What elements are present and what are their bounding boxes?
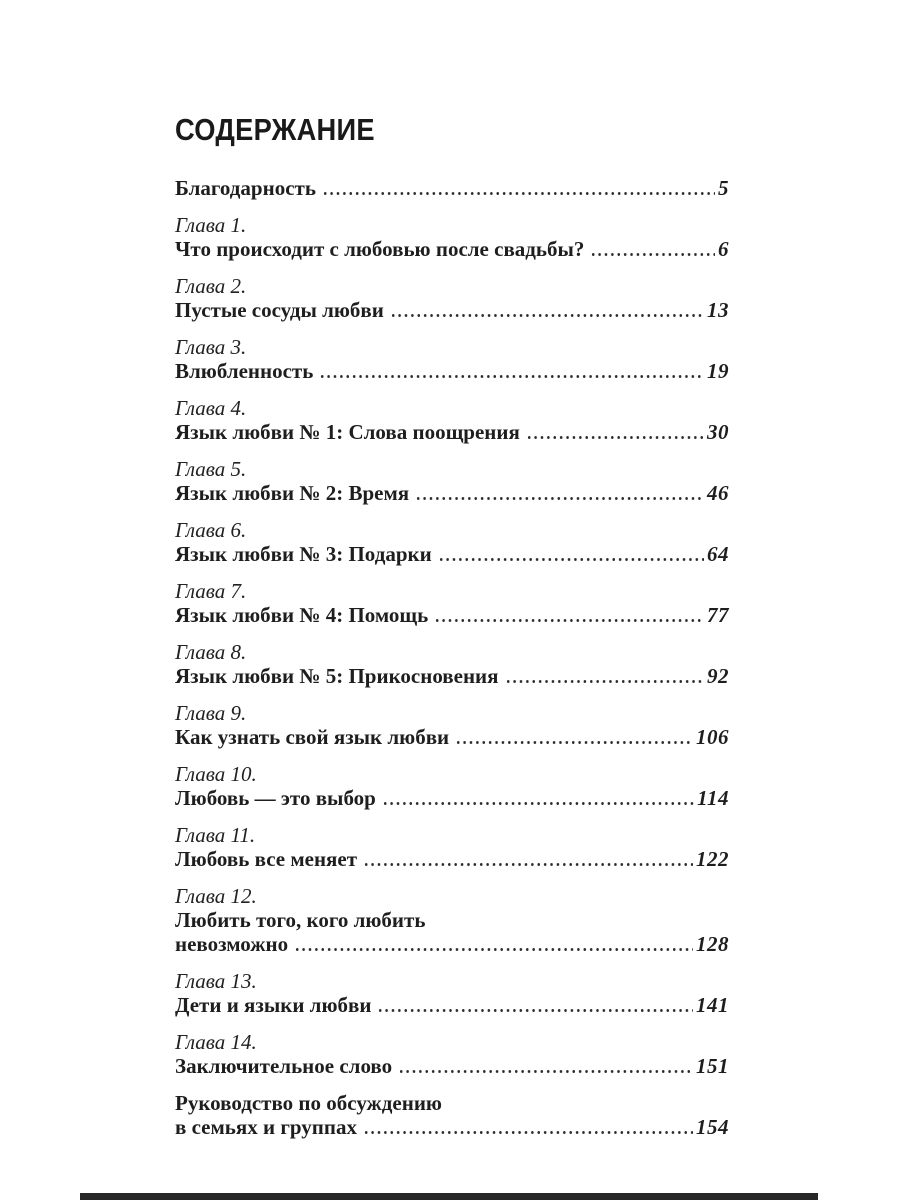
entry-leader-row	[175, 420, 729, 444]
dot-leader	[456, 740, 693, 745]
toc-entry	[175, 823, 729, 871]
dot-leader	[364, 862, 693, 867]
entry-title: Любовь — это выбор	[175, 786, 376, 810]
chapter-label: Глава 2.	[175, 274, 247, 298]
entry-leader-row	[175, 481, 729, 505]
chapter-label: Глава 9.	[175, 701, 247, 725]
dot-leader	[416, 496, 704, 501]
entry-page-number: 77	[707, 603, 729, 627]
toc-entry	[175, 884, 729, 956]
entry-page-number: 46	[707, 481, 729, 505]
entry-title-line: Руководство по обсуждению	[175, 1091, 442, 1115]
dot-leader	[435, 618, 704, 623]
entry-title: Любовь все меняет	[175, 847, 358, 871]
dot-leader	[591, 252, 715, 257]
dot-leader	[378, 1008, 693, 1013]
entry-title: Пустые сосуды любви	[175, 298, 384, 322]
toc-entry	[175, 396, 729, 444]
dot-leader	[383, 801, 694, 806]
entry-leader-row	[175, 298, 729, 322]
chapter-label: Глава 7.	[175, 579, 247, 603]
chapter-label: Глава 12.	[175, 884, 257, 908]
entry-page-number: 122	[696, 847, 729, 871]
entry-leader-row	[175, 786, 729, 810]
entry-title: Заключительное слово	[175, 1054, 393, 1078]
entry-leader-row	[175, 847, 729, 871]
entry-leader-row	[175, 932, 729, 956]
entry-title: Язык любви № 3: Подарки	[175, 542, 432, 566]
entry-page-number: 92	[707, 664, 729, 688]
chapter-label: Глава 14.	[175, 1030, 257, 1054]
toc-entry	[175, 701, 729, 749]
entry-leader-row	[175, 359, 729, 383]
dot-leader	[506, 679, 704, 684]
entry-leader-row	[175, 725, 729, 749]
toc-entry	[175, 335, 729, 383]
entry-page-number: 13	[707, 298, 729, 322]
toc-entry	[175, 457, 729, 505]
dot-leader	[320, 374, 704, 379]
dot-leader	[439, 557, 704, 562]
page-title: СОДЕРЖАНИЕ	[175, 112, 375, 147]
dot-leader	[527, 435, 704, 440]
table-of-contents	[175, 112, 729, 1152]
chapter-label: Глава 8.	[175, 640, 247, 664]
entry-title: Дети и языки любви	[175, 993, 372, 1017]
dot-leader	[364, 1130, 693, 1135]
entry-title: в семьях и группах	[175, 1115, 357, 1139]
toc-entry	[175, 518, 729, 566]
dot-leader	[295, 947, 693, 952]
toc-entry	[175, 579, 729, 627]
entry-leader-row	[175, 237, 729, 261]
entry-title: Что происходит с любовью после свадьбы?	[175, 237, 585, 261]
toc-entry	[175, 640, 729, 688]
toc-entry	[175, 274, 729, 322]
toc-entry	[175, 176, 729, 200]
entry-title: невозможно	[175, 932, 289, 956]
entry-title: Язык любви № 1: Слова поощрения	[175, 420, 520, 444]
entry-page-number: 64	[707, 542, 729, 566]
entry-page-number: 154	[696, 1115, 729, 1139]
entry-page-number: 151	[696, 1054, 729, 1078]
entry-page-number: 114	[697, 786, 729, 810]
chapter-label: Глава 6.	[175, 518, 247, 542]
entry-page-number: 19	[707, 359, 729, 383]
toc-list	[175, 176, 729, 1139]
chapter-label: Глава 4.	[175, 396, 247, 420]
entry-leader-row	[175, 542, 729, 566]
chapter-label: Глава 13.	[175, 969, 257, 993]
toc-entry	[175, 213, 729, 261]
chapter-label: Глава 5.	[175, 457, 247, 481]
chapter-label: Глава 11.	[175, 823, 256, 847]
toc-entry	[175, 1091, 729, 1139]
entry-leader-row	[175, 176, 729, 200]
entry-page-number: 6	[718, 237, 729, 261]
toc-entry	[175, 1030, 729, 1078]
entry-title: Язык любви № 2: Время	[175, 481, 410, 505]
entry-leader-row	[175, 603, 729, 627]
entry-page-number: 141	[696, 993, 729, 1017]
toc-entry	[175, 762, 729, 810]
toc-entry	[175, 969, 729, 1017]
dot-leader	[391, 313, 704, 318]
entry-title-line: Любить того, кого любить	[175, 908, 426, 932]
chapter-label: Глава 10.	[175, 762, 257, 786]
entry-leader-row	[175, 993, 729, 1017]
entry-title: Язык любви № 5: Прикосновения	[175, 664, 499, 688]
entry-leader-row	[175, 1054, 729, 1078]
entry-title: Влюбленность	[175, 359, 314, 383]
entry-page-number: 30	[707, 420, 729, 444]
entry-title: Как узнать свой язык любви	[175, 725, 450, 749]
entry-leader-row	[175, 664, 729, 688]
page-bottom-edge-bar	[80, 1193, 818, 1200]
dot-leader	[399, 1069, 693, 1074]
chapter-label: Глава 3.	[175, 335, 247, 359]
entry-page-number: 128	[696, 932, 729, 956]
entry-page-number: 5	[718, 176, 729, 200]
entry-page-number: 106	[696, 725, 729, 749]
entry-title: Язык любви № 4: Помощь	[175, 603, 429, 627]
chapter-label: Глава 1.	[175, 213, 247, 237]
dot-leader	[323, 191, 715, 196]
entry-title: Благодарность	[175, 176, 316, 200]
entry-leader-row	[175, 1115, 729, 1139]
